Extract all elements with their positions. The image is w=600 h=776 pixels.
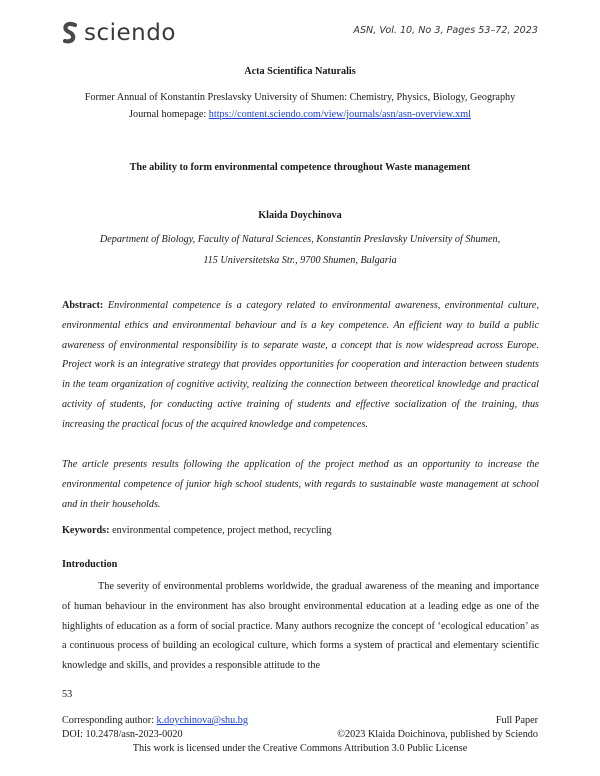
corresponding-author xyxy=(62,715,248,726)
abstract-text: Environmental competence is a category related to environmental awareness, environmental culture, environmental ethics and environmental behaviour and is a key competence. An efficient way to build a public awareness of environmental responsibility is to separate waste, a concept that is now widespread across Europe. Project work is an integrative strategy that provides opportunities for cooperation and interaction between students in the team organization of cognitive activity, realizing the connection between theoretical knowledge and practical activity of students, for conducting active training of students and effective socialization of the training, thus increasing the practical focus of the acquired knowledge and competences. xyxy=(62,300,539,430)
homepage-label: Journal homepage: xyxy=(129,109,207,120)
introduction-heading: Introduction xyxy=(62,559,118,570)
author-affiliation-line2: 115 Universitetska Str., 9700 Shumen, Bulgaria xyxy=(203,255,397,266)
sciendo-logo-icon xyxy=(60,20,80,46)
homepage-link[interactable]: https://content.sciendo.com/view/journals/asn/asn-overview.xml xyxy=(208,109,471,120)
sciendo-logo xyxy=(60,20,176,46)
journal-citation: ASN, Vol. 10, No 3, Pages 53–72, 2023 xyxy=(353,25,538,36)
keywords-text: environmental competence, project method, recycling xyxy=(112,525,332,536)
abstract-label: Abstract: xyxy=(62,300,104,311)
page-number: 53 xyxy=(62,689,73,700)
author-name: Klaida Doychinova xyxy=(258,210,342,221)
abstract-paragraph-2: The article presents results following the application of the project method as an opportunity to increase the environmental competence of junior high school students, with regards to sustainable waste management at school and in their households. xyxy=(62,459,539,510)
journal-name: Acta Scientifica Naturalis xyxy=(244,66,356,77)
doi: DOI: 10.2478/asn-2023-0020 xyxy=(62,729,183,740)
corresponding-label: Corresponding author: xyxy=(62,715,154,726)
keywords-label: Keywords: xyxy=(62,525,110,536)
article-title: The ability to form environmental competence throughout Waste management xyxy=(129,162,471,173)
logo-text: sciendo xyxy=(84,20,176,46)
keywords xyxy=(62,521,539,541)
license-notice: This work is licensed under the Creative Commons Attribution 3.0 Public License xyxy=(132,743,468,754)
author-affiliation-line1: Department of Biology, Faculty of Natural Sciences, Konstantin Preslavsky University of Shumen, xyxy=(99,234,501,245)
copyright: ©2023 Klaida Doichinova, published by Sciendo xyxy=(337,729,538,740)
journal-former-name: Former Annual of Konstantin Preslavsky University of Shumen: Chemistry, Physics, Biology, Geography xyxy=(84,92,516,103)
corresponding-email-link[interactable]: k.doychinova@shu.bg xyxy=(156,715,248,726)
paper-type: Full Paper xyxy=(495,715,538,726)
abstract xyxy=(62,296,539,435)
journal-homepage xyxy=(0,109,600,120)
introduction-text: The severity of environmental problems worldwide, the gradual awareness of the meaning and importance of human behaviour in the environment has also brought environmental education at a leading edge as one of the highlights of education as a form of social practice. Many authors recognize the concept of ‘ecological education’ as a continuous process of building an ecological culture, which forms a system of practical and elementary scientific knowledge and skills, and provides a responsible attitude to the xyxy=(62,581,539,672)
